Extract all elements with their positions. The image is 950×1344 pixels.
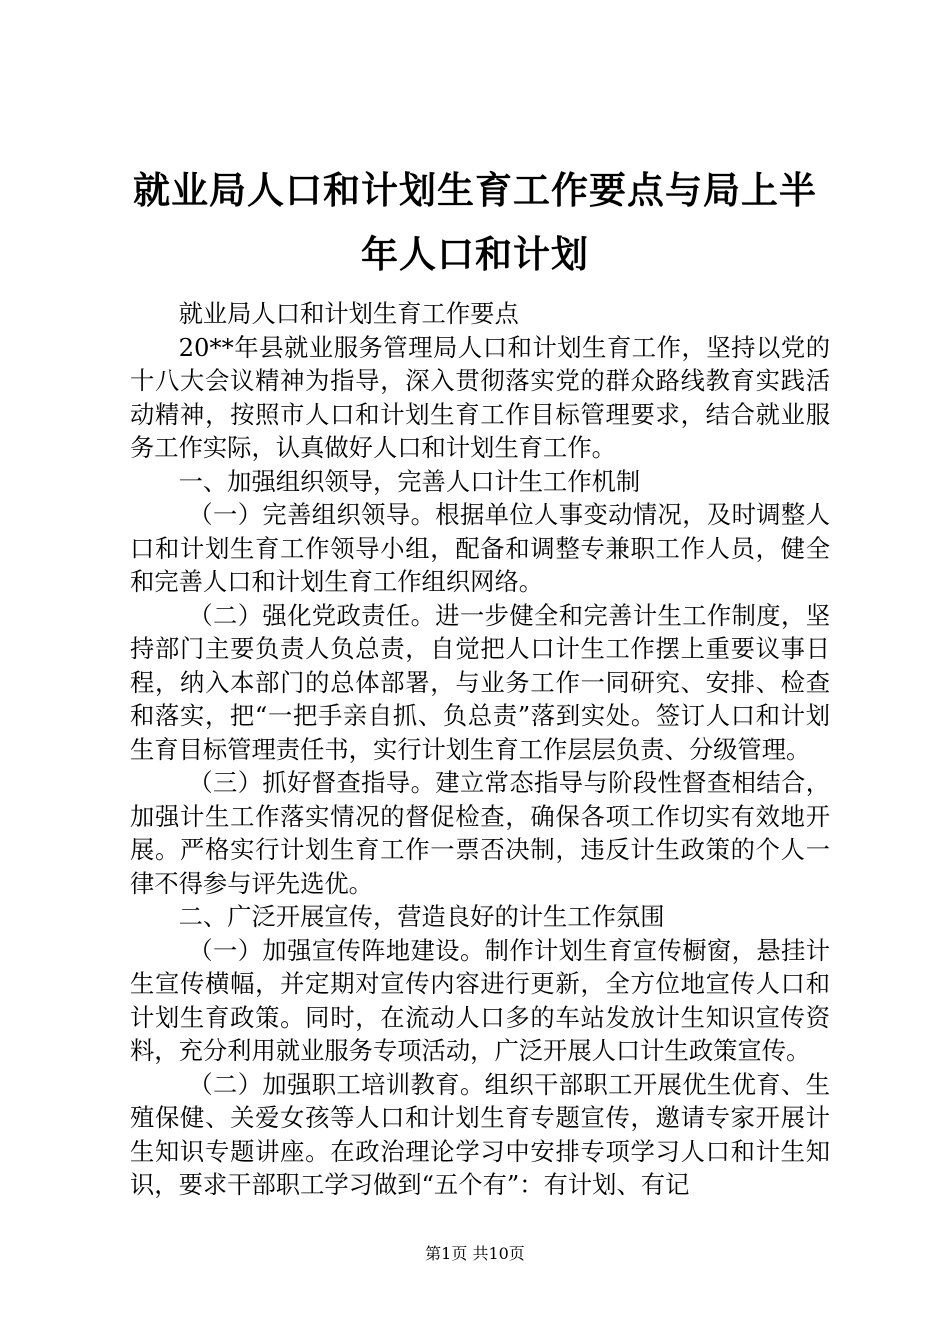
page-footer: 第1页 共10页 bbox=[425, 1244, 525, 1263]
section-heading-1: 一、加强组织领导，完善人口计生工作机制 bbox=[178, 466, 641, 496]
paragraph-heading: 就业局人口和计划生育工作要点 bbox=[178, 299, 519, 328]
paragraph-1-3: （三）抓好督查指导。建立常态指导与阶段性督查相结合，加强计生工作落实情况的督促检查，确保各项工作切实有效地开展。严格实行计划生育工作一票否决制，违反计生政策的个人一律不得参与评先选优。 bbox=[130, 768, 830, 898]
paragraph-1-2: （二）强化党政责任。进一步健全和完善计生工作制度，坚持部门主要负责人负总责，自觉把人口计生工作摆上重要议事日程，纳入本部门的总体部署，与业务工作一同研究、安排、检查和落实，把“一把手亲自抓、负总责”落到实处。签订人口和计划生育目标管理责任书，实行计划生育工作层层负责、分级管理。 bbox=[130, 600, 830, 764]
paragraph-2-1: （一）加强宣传阵地建设。制作计划生育宣传橱窗，悬挂计生宣传横幅，并定期对宣传内容进行更新，全方位地宣传人口和计划生育政策。同时，在流动人口多的车站发放计生知识宣传资料，充分利用就业服务专项活动，广泛开展人口计生政策宣传。 bbox=[130, 935, 830, 1065]
section-heading-2: 二、广泛开展宣传，营造良好的计生工作氛围 bbox=[178, 902, 665, 931]
paragraph-1-1: （一）完善组织领导。根据单位人事变动情况，及时调整人口和计划生育工作领导小组，配备和调整专兼职工作人员，健全和完善人口和计划生育工作组织网络。 bbox=[130, 500, 830, 596]
paragraph-2-2: （二）加强职工培训教育。组织干部职工开展优生优育、生殖保健、关爱女孩等人口和计划生育专题宣传，邀请专家开展计生知识专题讲座。在政治理论学习中安排专项学习人口和计生知识，要求干部职工学习做到“五个有”：有计划、有记 bbox=[130, 1069, 830, 1199]
document-body bbox=[130, 297, 830, 1202]
document-title: 就业局人口和计划生育工作要点与局上半年人口和计划 bbox=[133, 168, 817, 276]
paragraph-intro: 20**年县就业服务管理局人口和计划生育工作，坚持以党的十八大会议精神为指导，深入贯彻落实党的群众路线教育实践活动精神，按照市人口和计划生育工作目标管理要求，结合就业服务工作实际，认真做好人口和计划生育工作。 bbox=[130, 332, 830, 462]
